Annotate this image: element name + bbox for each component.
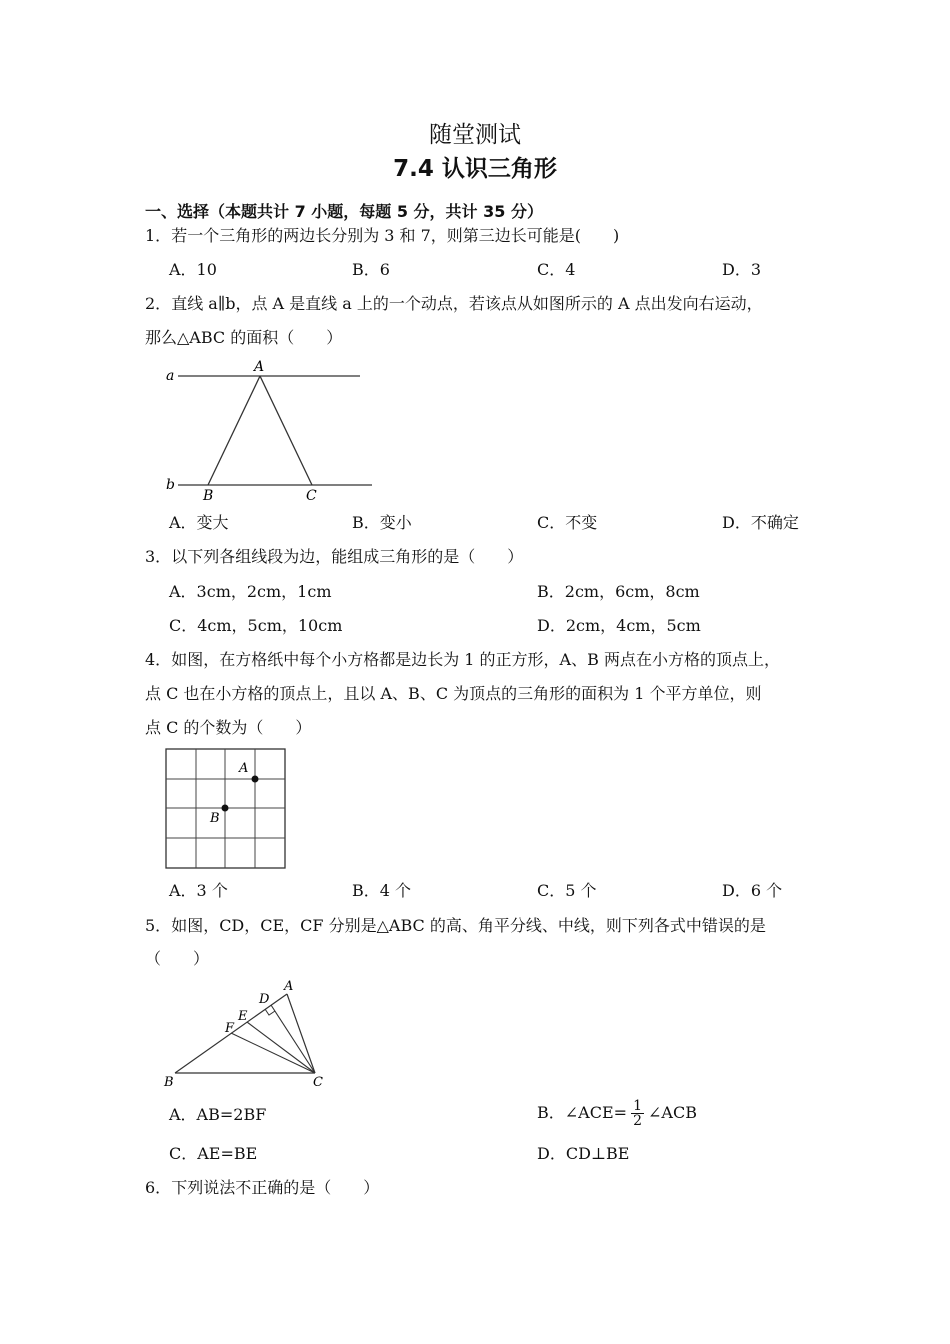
parallel-lines-figure — [160, 358, 380, 506]
point-A — [252, 776, 259, 783]
option-b: B．2cm，6cm，8cm — [537, 582, 700, 601]
question-6 — [145, 1178, 379, 1198]
option-b — [537, 1096, 697, 1130]
question-text-line-2: （ ） — [145, 949, 210, 968]
option-b: B．6 — [352, 260, 390, 279]
option-b-prefix: B．∠ACE= — [537, 1103, 628, 1122]
option-d: D．CD⊥BE — [537, 1144, 630, 1163]
option-d: D．不确定 — [722, 513, 799, 532]
label-F: F — [225, 1021, 235, 1036]
option-d: D．3 — [722, 260, 762, 279]
option-a: A．3 个 — [169, 881, 228, 900]
question-number: 4． — [145, 650, 172, 669]
label-D: D — [259, 992, 270, 1007]
option-b: B．变小 — [352, 513, 412, 532]
label-B: B — [164, 1075, 174, 1090]
label-E: E — [238, 1009, 248, 1024]
question-text-line-3: 点 C 的个数为（ ） — [145, 718, 312, 737]
option-c: C．4cm，5cm，10cm — [169, 616, 343, 635]
option-b-suffix: ∠ACB — [647, 1103, 697, 1122]
question-text-line-1: 直线 a∥b，点 A 是直线 a 上的一个动点，若该点从如图所示的 A 点出发向右运动， — [171, 294, 763, 313]
option-d: D．2cm，4cm，5cm — [537, 616, 701, 635]
question-5 — [145, 916, 766, 936]
option-d: D．6 个 — [722, 881, 783, 900]
question-text-line-1: 如图，在方格纸中每个小方格都是边长为 1 的正方形，A、B 两点在小方格的顶点上， — [171, 650, 780, 669]
label-A: A — [284, 979, 294, 994]
option-a: A．3cm，2cm，1cm — [169, 582, 332, 601]
question-1 — [145, 226, 619, 246]
question-text: 若一个三角形的两边长分别为 3 和 7，则第三边长可能是( ) — [171, 226, 620, 245]
label-B: B — [203, 488, 214, 504]
question-3 — [145, 547, 523, 567]
option-b: B．4 个 — [352, 881, 412, 900]
option-c: C．不变 — [537, 513, 598, 532]
label-b: b — [166, 477, 175, 493]
question-number: 5． — [145, 916, 172, 935]
fraction-one-half: $\frac{1}{2}$ — [633, 1098, 642, 1129]
question-text-line-2: 点 C 也在小方格的顶点上，且以 A、B、C 为顶点的三角形的面积为 1 个平方单位，则 — [145, 684, 762, 703]
question-4 — [145, 650, 780, 670]
segment-ab — [208, 376, 260, 485]
grid-figure — [164, 747, 288, 871]
option-a: A．10 — [169, 260, 217, 279]
question-number: 6． — [145, 1178, 172, 1197]
option-a: A．变大 — [169, 513, 229, 532]
point-B — [222, 805, 229, 812]
question-2 — [145, 294, 763, 314]
page-title: 随堂测试 — [429, 122, 521, 148]
question-text: 以下列各组线段为边，能组成三角形的是（ ） — [171, 547, 524, 566]
question-number: 2． — [145, 294, 172, 313]
segment-ce — [247, 1022, 315, 1073]
label-C: C — [306, 488, 317, 504]
label-B: B — [210, 811, 220, 826]
triangle-figure — [160, 976, 340, 1094]
question-text-line-1: 如图，CD，CE，CF 分别是△ABC 的高、角平分线、中线，则下列各式中错误的是 — [171, 916, 766, 935]
question-number: 1． — [145, 226, 172, 245]
option-a: A．AB=2BF — [169, 1105, 267, 1124]
section-heading: 一、选择（本题共计 7 小题，每题 5 分，共计 35 分） — [145, 202, 543, 221]
question-number: 3． — [145, 547, 172, 566]
label-C: C — [313, 1075, 323, 1090]
label-A: A — [239, 761, 249, 776]
option-c: C．5 个 — [537, 881, 597, 900]
option-c: C．4 — [537, 260, 576, 279]
right-angle-mark — [265, 1009, 275, 1015]
question-text-line-2: 那么△ABC 的面积（ ） — [145, 328, 343, 347]
option-c: C．AE=BE — [169, 1144, 258, 1163]
segment-ac — [260, 376, 312, 485]
label-A: A — [254, 359, 265, 375]
page-subtitle: 7.4 认识三角形 — [393, 156, 557, 182]
question-text: 下列说法不正确的是（ ） — [171, 1178, 380, 1197]
label-a: a — [166, 368, 175, 384]
